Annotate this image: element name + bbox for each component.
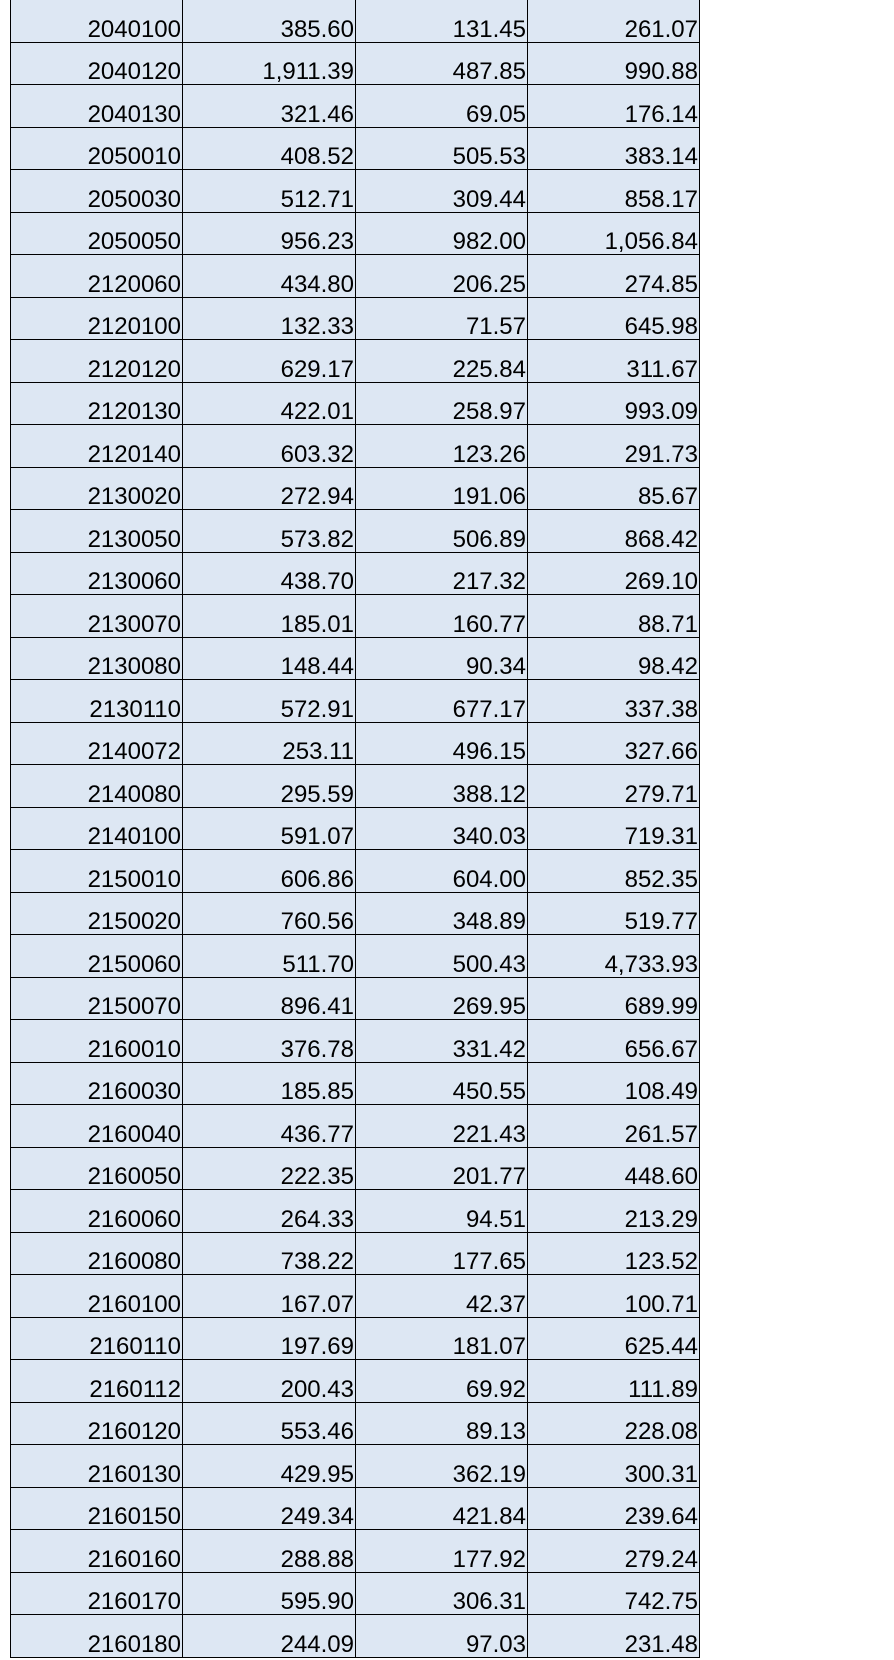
code-cell[interactable]: 2050030 xyxy=(11,170,183,213)
value-cell-1[interactable]: 606.86 xyxy=(183,850,356,893)
value-cell-3[interactable]: 108.49 xyxy=(528,1062,700,1105)
value-cell-2[interactable]: 506.89 xyxy=(356,510,528,553)
value-cell-2[interactable]: 217.32 xyxy=(356,552,528,595)
value-cell-2[interactable]: 348.89 xyxy=(356,892,528,935)
value-cell-2[interactable]: 487.85 xyxy=(356,42,528,85)
value-cell-1[interactable]: 896.41 xyxy=(183,977,356,1020)
value-cell-1[interactable]: 167.07 xyxy=(183,1275,356,1318)
value-cell-3[interactable]: 993.09 xyxy=(528,382,700,425)
value-cell-1[interactable]: 321.46 xyxy=(183,85,356,128)
value-cell-2[interactable]: 89.13 xyxy=(356,1402,528,1445)
value-cell-1[interactable]: 422.01 xyxy=(183,382,356,425)
code-cell[interactable]: 2130050 xyxy=(11,510,183,553)
value-cell-3[interactable]: 719.31 xyxy=(528,807,700,850)
value-cell-3[interactable]: 213.29 xyxy=(528,1190,700,1233)
code-cell[interactable]: 2160180 xyxy=(11,1615,183,1658)
value-cell-1[interactable]: 429.95 xyxy=(183,1445,356,1488)
code-cell[interactable]: 2120140 xyxy=(11,425,183,468)
value-cell-2[interactable]: 309.44 xyxy=(356,170,528,213)
code-cell[interactable]: 2120100 xyxy=(11,297,183,340)
value-cell-2[interactable]: 97.03 xyxy=(356,1615,528,1658)
table-row xyxy=(11,765,700,808)
value-cell-3[interactable]: 300.31 xyxy=(528,1445,700,1488)
value-cell-2[interactable]: 258.97 xyxy=(356,382,528,425)
table-row xyxy=(11,85,700,128)
value-cell-1[interactable]: 288.88 xyxy=(183,1530,356,1573)
value-cell-3[interactable]: 269.10 xyxy=(528,552,700,595)
value-cell-2[interactable]: 206.25 xyxy=(356,255,528,298)
code-cell[interactable]: 2160100 xyxy=(11,1275,183,1318)
value-cell-2[interactable]: 90.34 xyxy=(356,637,528,680)
value-cell-2[interactable]: 306.31 xyxy=(356,1572,528,1615)
value-cell-1[interactable]: 438.70 xyxy=(183,552,356,595)
value-cell-3[interactable]: 383.14 xyxy=(528,127,700,170)
value-cell-2[interactable]: 160.77 xyxy=(356,595,528,638)
code-cell[interactable]: 2130110 xyxy=(11,680,183,723)
table-row xyxy=(11,1402,700,1445)
value-cell-3[interactable]: 4,733.93 xyxy=(528,935,700,978)
code-cell[interactable]: 2160110 xyxy=(11,1317,183,1360)
table-row xyxy=(11,637,700,680)
value-cell-2[interactable]: 331.42 xyxy=(356,1020,528,1063)
value-cell-2[interactable]: 677.17 xyxy=(356,680,528,723)
value-cell-1[interactable]: 591.07 xyxy=(183,807,356,850)
code-cell[interactable]: 2050010 xyxy=(11,127,183,170)
value-cell-3[interactable]: 261.57 xyxy=(528,1105,700,1148)
spreadsheet-table xyxy=(10,0,700,1658)
table-row xyxy=(11,722,700,765)
table-row xyxy=(11,1317,700,1360)
value-cell-1[interactable]: 264.33 xyxy=(183,1190,356,1233)
value-cell-3[interactable]: 239.64 xyxy=(528,1487,700,1530)
table-row xyxy=(11,680,700,723)
value-cell-3[interactable]: 228.08 xyxy=(528,1402,700,1445)
code-cell[interactable]: 2160160 xyxy=(11,1530,183,1573)
value-cell-2[interactable]: 69.92 xyxy=(356,1360,528,1403)
value-cell-1[interactable]: 385.60 xyxy=(183,0,356,42)
value-cell-3[interactable]: 274.85 xyxy=(528,255,700,298)
value-cell-3[interactable]: 868.42 xyxy=(528,510,700,553)
table-row xyxy=(11,935,700,978)
value-cell-2[interactable]: 362.19 xyxy=(356,1445,528,1488)
code-cell[interactable]: 2160030 xyxy=(11,1062,183,1105)
value-cell-2[interactable]: 123.26 xyxy=(356,425,528,468)
table-row xyxy=(11,1020,700,1063)
code-cell[interactable]: 2160010 xyxy=(11,1020,183,1063)
value-cell-1[interactable]: 148.44 xyxy=(183,637,356,680)
table-row xyxy=(11,595,700,638)
table-row xyxy=(11,1105,700,1148)
value-cell-1[interactable]: 222.35 xyxy=(183,1147,356,1190)
value-cell-3[interactable]: 327.66 xyxy=(528,722,700,765)
code-cell[interactable]: 2120130 xyxy=(11,382,183,425)
code-cell[interactable]: 2160080 xyxy=(11,1232,183,1275)
value-cell-3[interactable]: 100.71 xyxy=(528,1275,700,1318)
table-row xyxy=(11,892,700,935)
value-cell-3[interactable]: 1,056.84 xyxy=(528,212,700,255)
value-cell-2[interactable]: 388.12 xyxy=(356,765,528,808)
value-cell-2[interactable]: 181.07 xyxy=(356,1317,528,1360)
value-cell-3[interactable]: 645.98 xyxy=(528,297,700,340)
table-row xyxy=(11,977,700,1020)
code-cell[interactable]: 2160130 xyxy=(11,1445,183,1488)
value-cell-1[interactable]: 595.90 xyxy=(183,1572,356,1615)
table-row xyxy=(11,552,700,595)
code-cell[interactable]: 2160060 xyxy=(11,1190,183,1233)
value-cell-2[interactable]: 340.03 xyxy=(356,807,528,850)
table-row xyxy=(11,1530,700,1573)
value-cell-3[interactable]: 689.99 xyxy=(528,977,700,1020)
value-cell-1[interactable]: 738.22 xyxy=(183,1232,356,1275)
value-cell-3[interactable]: 291.73 xyxy=(528,425,700,468)
code-cell[interactable]: 2130070 xyxy=(11,595,183,638)
value-cell-3[interactable]: 742.75 xyxy=(528,1572,700,1615)
code-cell[interactable]: 2150020 xyxy=(11,892,183,935)
value-cell-2[interactable]: 131.45 xyxy=(356,0,528,42)
table-row xyxy=(11,340,700,383)
value-cell-2[interactable]: 269.95 xyxy=(356,977,528,1020)
value-cell-3[interactable]: 98.42 xyxy=(528,637,700,680)
value-cell-1[interactable]: 629.17 xyxy=(183,340,356,383)
value-cell-1[interactable]: 253.11 xyxy=(183,722,356,765)
value-cell-3[interactable]: 279.71 xyxy=(528,765,700,808)
table-row xyxy=(11,1572,700,1615)
table-row xyxy=(11,1487,700,1530)
value-cell-1[interactable]: 603.32 xyxy=(183,425,356,468)
value-cell-1[interactable]: 295.59 xyxy=(183,765,356,808)
value-cell-3[interactable]: 111.89 xyxy=(528,1360,700,1403)
value-cell-3[interactable]: 990.88 xyxy=(528,42,700,85)
value-cell-2[interactable]: 94.51 xyxy=(356,1190,528,1233)
table-row xyxy=(11,1615,700,1658)
value-cell-2[interactable]: 71.57 xyxy=(356,297,528,340)
table-row xyxy=(11,850,700,893)
table-row xyxy=(11,1445,700,1488)
value-cell-2[interactable]: 982.00 xyxy=(356,212,528,255)
value-cell-2[interactable]: 505.53 xyxy=(356,127,528,170)
value-cell-1[interactable]: 1,911.39 xyxy=(183,42,356,85)
code-cell[interactable]: 2130060 xyxy=(11,552,183,595)
table-row xyxy=(11,1062,700,1105)
code-cell[interactable]: 2140100 xyxy=(11,807,183,850)
value-cell-1[interactable]: 572.91 xyxy=(183,680,356,723)
table-row xyxy=(11,1275,700,1318)
value-cell-1[interactable]: 197.69 xyxy=(183,1317,356,1360)
value-cell-3[interactable]: 656.67 xyxy=(528,1020,700,1063)
table-row xyxy=(11,255,700,298)
table-row xyxy=(11,382,700,425)
value-cell-2[interactable]: 69.05 xyxy=(356,85,528,128)
value-cell-2[interactable]: 496.15 xyxy=(356,722,528,765)
table-row xyxy=(11,1232,700,1275)
code-cell[interactable]: 2140080 xyxy=(11,765,183,808)
table-row xyxy=(11,0,700,42)
value-cell-3[interactable]: 852.35 xyxy=(528,850,700,893)
value-cell-3[interactable]: 519.77 xyxy=(528,892,700,935)
code-cell[interactable]: 2160170 xyxy=(11,1572,183,1615)
value-cell-1[interactable]: 434.80 xyxy=(183,255,356,298)
value-cell-1[interactable]: 249.34 xyxy=(183,1487,356,1530)
value-cell-2[interactable]: 604.00 xyxy=(356,850,528,893)
table-row xyxy=(11,1360,700,1403)
value-cell-2[interactable]: 201.77 xyxy=(356,1147,528,1190)
value-cell-1[interactable]: 436.77 xyxy=(183,1105,356,1148)
table-row xyxy=(11,1147,700,1190)
code-cell[interactable]: 2160040 xyxy=(11,1105,183,1148)
value-cell-2[interactable]: 191.06 xyxy=(356,467,528,510)
value-cell-1[interactable]: 573.82 xyxy=(183,510,356,553)
value-cell-3[interactable]: 858.17 xyxy=(528,170,700,213)
spreadsheet-body xyxy=(11,0,700,1657)
table-row xyxy=(11,42,700,85)
code-cell[interactable]: 2160150 xyxy=(11,1487,183,1530)
value-cell-3[interactable]: 448.60 xyxy=(528,1147,700,1190)
value-cell-1[interactable]: 512.71 xyxy=(183,170,356,213)
code-cell[interactable]: 2160120 xyxy=(11,1402,183,1445)
value-cell-3[interactable]: 625.44 xyxy=(528,1317,700,1360)
value-cell-1[interactable]: 185.85 xyxy=(183,1062,356,1105)
code-cell[interactable]: 2130020 xyxy=(11,467,183,510)
code-cell[interactable]: 2130080 xyxy=(11,637,183,680)
value-cell-3[interactable]: 176.14 xyxy=(528,85,700,128)
value-cell-2[interactable]: 221.43 xyxy=(356,1105,528,1148)
table-row xyxy=(11,127,700,170)
value-cell-2[interactable]: 421.84 xyxy=(356,1487,528,1530)
value-cell-3[interactable]: 337.38 xyxy=(528,680,700,723)
value-cell-2[interactable]: 177.65 xyxy=(356,1232,528,1275)
code-cell[interactable]: 2040130 xyxy=(11,85,183,128)
code-cell[interactable]: 2150060 xyxy=(11,935,183,978)
value-cell-2[interactable]: 42.37 xyxy=(356,1275,528,1318)
code-cell[interactable]: 2040100 xyxy=(11,0,183,42)
code-cell[interactable]: 2150010 xyxy=(11,850,183,893)
code-cell[interactable]: 2160050 xyxy=(11,1147,183,1190)
code-cell[interactable]: 2040120 xyxy=(11,42,183,85)
value-cell-1[interactable]: 511.70 xyxy=(183,935,356,978)
value-cell-1[interactable]: 244.09 xyxy=(183,1615,356,1658)
value-cell-1[interactable]: 553.46 xyxy=(183,1402,356,1445)
value-cell-3[interactable]: 123.52 xyxy=(528,1232,700,1275)
value-cell-3[interactable]: 261.07 xyxy=(528,0,700,42)
value-cell-2[interactable]: 450.55 xyxy=(356,1062,528,1105)
table-row xyxy=(11,467,700,510)
value-cell-1[interactable]: 272.94 xyxy=(183,467,356,510)
value-cell-1[interactable]: 956.23 xyxy=(183,212,356,255)
value-cell-3[interactable]: 88.71 xyxy=(528,595,700,638)
code-cell[interactable]: 2120060 xyxy=(11,255,183,298)
value-cell-3[interactable]: 231.48 xyxy=(528,1615,700,1658)
code-cell[interactable]: 2050050 xyxy=(11,212,183,255)
table-row xyxy=(11,170,700,213)
value-cell-1[interactable]: 760.56 xyxy=(183,892,356,935)
value-cell-3[interactable]: 279.24 xyxy=(528,1530,700,1573)
table-row xyxy=(11,212,700,255)
value-cell-1[interactable]: 185.01 xyxy=(183,595,356,638)
table-row xyxy=(11,807,700,850)
value-cell-3[interactable]: 85.67 xyxy=(528,467,700,510)
value-cell-1[interactable]: 132.33 xyxy=(183,297,356,340)
value-cell-1[interactable]: 200.43 xyxy=(183,1360,356,1403)
code-cell[interactable]: 2140072 xyxy=(11,722,183,765)
code-cell[interactable]: 2120120 xyxy=(11,340,183,383)
value-cell-2[interactable]: 177.92 xyxy=(356,1530,528,1573)
value-cell-2[interactable]: 500.43 xyxy=(356,935,528,978)
table-row xyxy=(11,297,700,340)
code-cell[interactable]: 2150070 xyxy=(11,977,183,1020)
value-cell-2[interactable]: 225.84 xyxy=(356,340,528,383)
code-cell[interactable]: 2160112 xyxy=(11,1360,183,1403)
value-cell-1[interactable]: 408.52 xyxy=(183,127,356,170)
value-cell-3[interactable]: 311.67 xyxy=(528,340,700,383)
table-row xyxy=(11,510,700,553)
table-row xyxy=(11,1190,700,1233)
value-cell-1[interactable]: 376.78 xyxy=(183,1020,356,1063)
table-row xyxy=(11,425,700,468)
